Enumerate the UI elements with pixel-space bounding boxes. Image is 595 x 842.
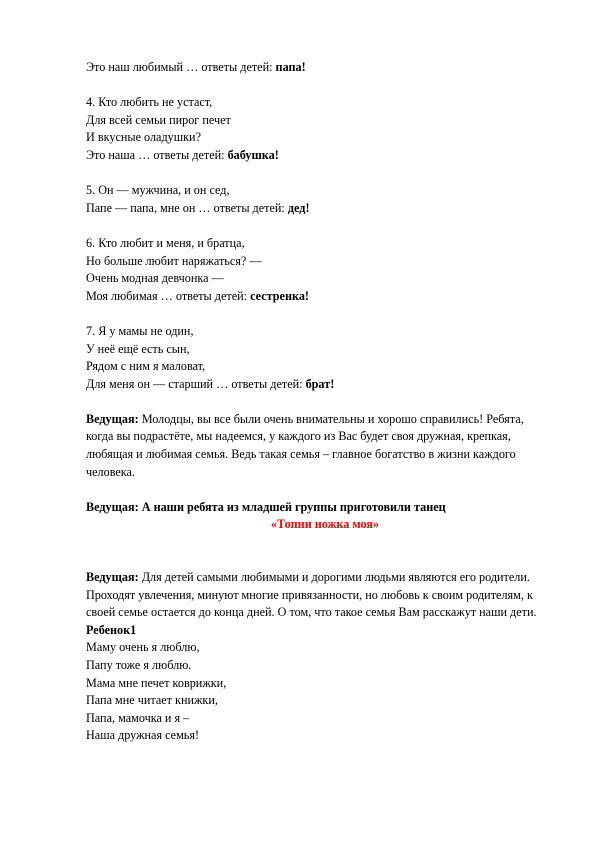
child-poem [86, 639, 556, 745]
document-page [86, 59, 556, 745]
poem-line: Мама мне печет коврижки, [86, 675, 227, 690]
riddle-line: Для меня он — старший … ответы детей: [86, 376, 306, 391]
riddle-answer: дед! [287, 200, 310, 215]
host-speech-2 [86, 499, 548, 517]
riddle-last-line [86, 376, 556, 394]
riddle-line: Моя любимая … ответы детей: [86, 288, 251, 303]
riddle-line: Для всей семьи пирог печет [86, 112, 231, 127]
riddle-7 [86, 323, 556, 393]
poem-line: Папа мне читает книжки, [86, 693, 218, 708]
poem-line: Папу тоже я люблю. [86, 658, 192, 672]
riddle-last-line [86, 288, 556, 306]
riddle-line: Папе — папа, мне он … ответы детей: [86, 200, 288, 215]
host-speech-1 [86, 411, 548, 481]
poem-line: Маму очень я люблю, [86, 640, 200, 655]
speech-text: А наши ребята из младшей группы приготовили танец [138, 499, 446, 514]
speech-text: Для детей самыми любимыми и дорогими людьми являются его родители. Проходят увлечения, минуют многие привязанности, но любовь к своим родителям, к своей семье остается до конца дней. О том, что такое семья Вам расскажут наши дети. [86, 570, 537, 620]
speaker-label: Ребенок1 [86, 622, 137, 637]
riddle-4 [86, 94, 556, 164]
riddle-line: Очень модная девчонка — [86, 271, 224, 286]
dance-title: «Топни ножка моя» [270, 517, 380, 532]
riddle-line: У неё ещё есть сын, [86, 341, 190, 356]
riddle-line: 4. Кто любить не устаст, [86, 95, 213, 110]
child-label [86, 622, 556, 640]
riddle-line: Но больше любит наряжаться? — [86, 253, 262, 268]
riddle-3-last-line [86, 59, 556, 77]
riddle-answer: брат! [305, 376, 335, 391]
speaker-label: Ведущая: [86, 570, 139, 585]
riddle-line: И вкусные оладушки? [86, 130, 201, 145]
speech-text: Молодцы, вы все были очень внимательны и хорошо справились! Ребята, когда вы подрастёте, мы надеемся, у каждого из Вас будет своя дружная, крепкая, любящая и любимая семья. Ведь такая семья – главное богатство в жизни каждого человека. [86, 411, 524, 479]
riddle-6 [86, 235, 556, 305]
riddle-line: Это наш любимый … ответы детей: [86, 60, 276, 74]
riddle-line: 5. Он — мужчина, и он сед, [86, 183, 230, 198]
poem-line: Папа, мамочка и я – [86, 710, 190, 725]
poem-line: Наша дружная семья! [86, 728, 200, 743]
riddle-line: Это наша … ответы детей: [86, 147, 228, 162]
riddle-answer: сестренка! [250, 288, 309, 303]
riddle-last-line [86, 147, 556, 165]
speaker-label: Ведущая: [86, 411, 139, 426]
riddle-line: 7. Я у мамы не один, [86, 323, 194, 338]
riddle-line: 6. Кто любит и меня, и братца, [86, 235, 245, 250]
riddle-answer: бабушка! [227, 147, 279, 162]
riddle-line: Рядом с ним я маловат, [86, 359, 206, 374]
riddle-5 [86, 182, 556, 217]
riddle-last-line [86, 200, 556, 218]
speaker-label: Ведущая: [86, 499, 139, 514]
host-speech-3 [86, 569, 548, 622]
riddle-answer: папа! [275, 60, 306, 74]
